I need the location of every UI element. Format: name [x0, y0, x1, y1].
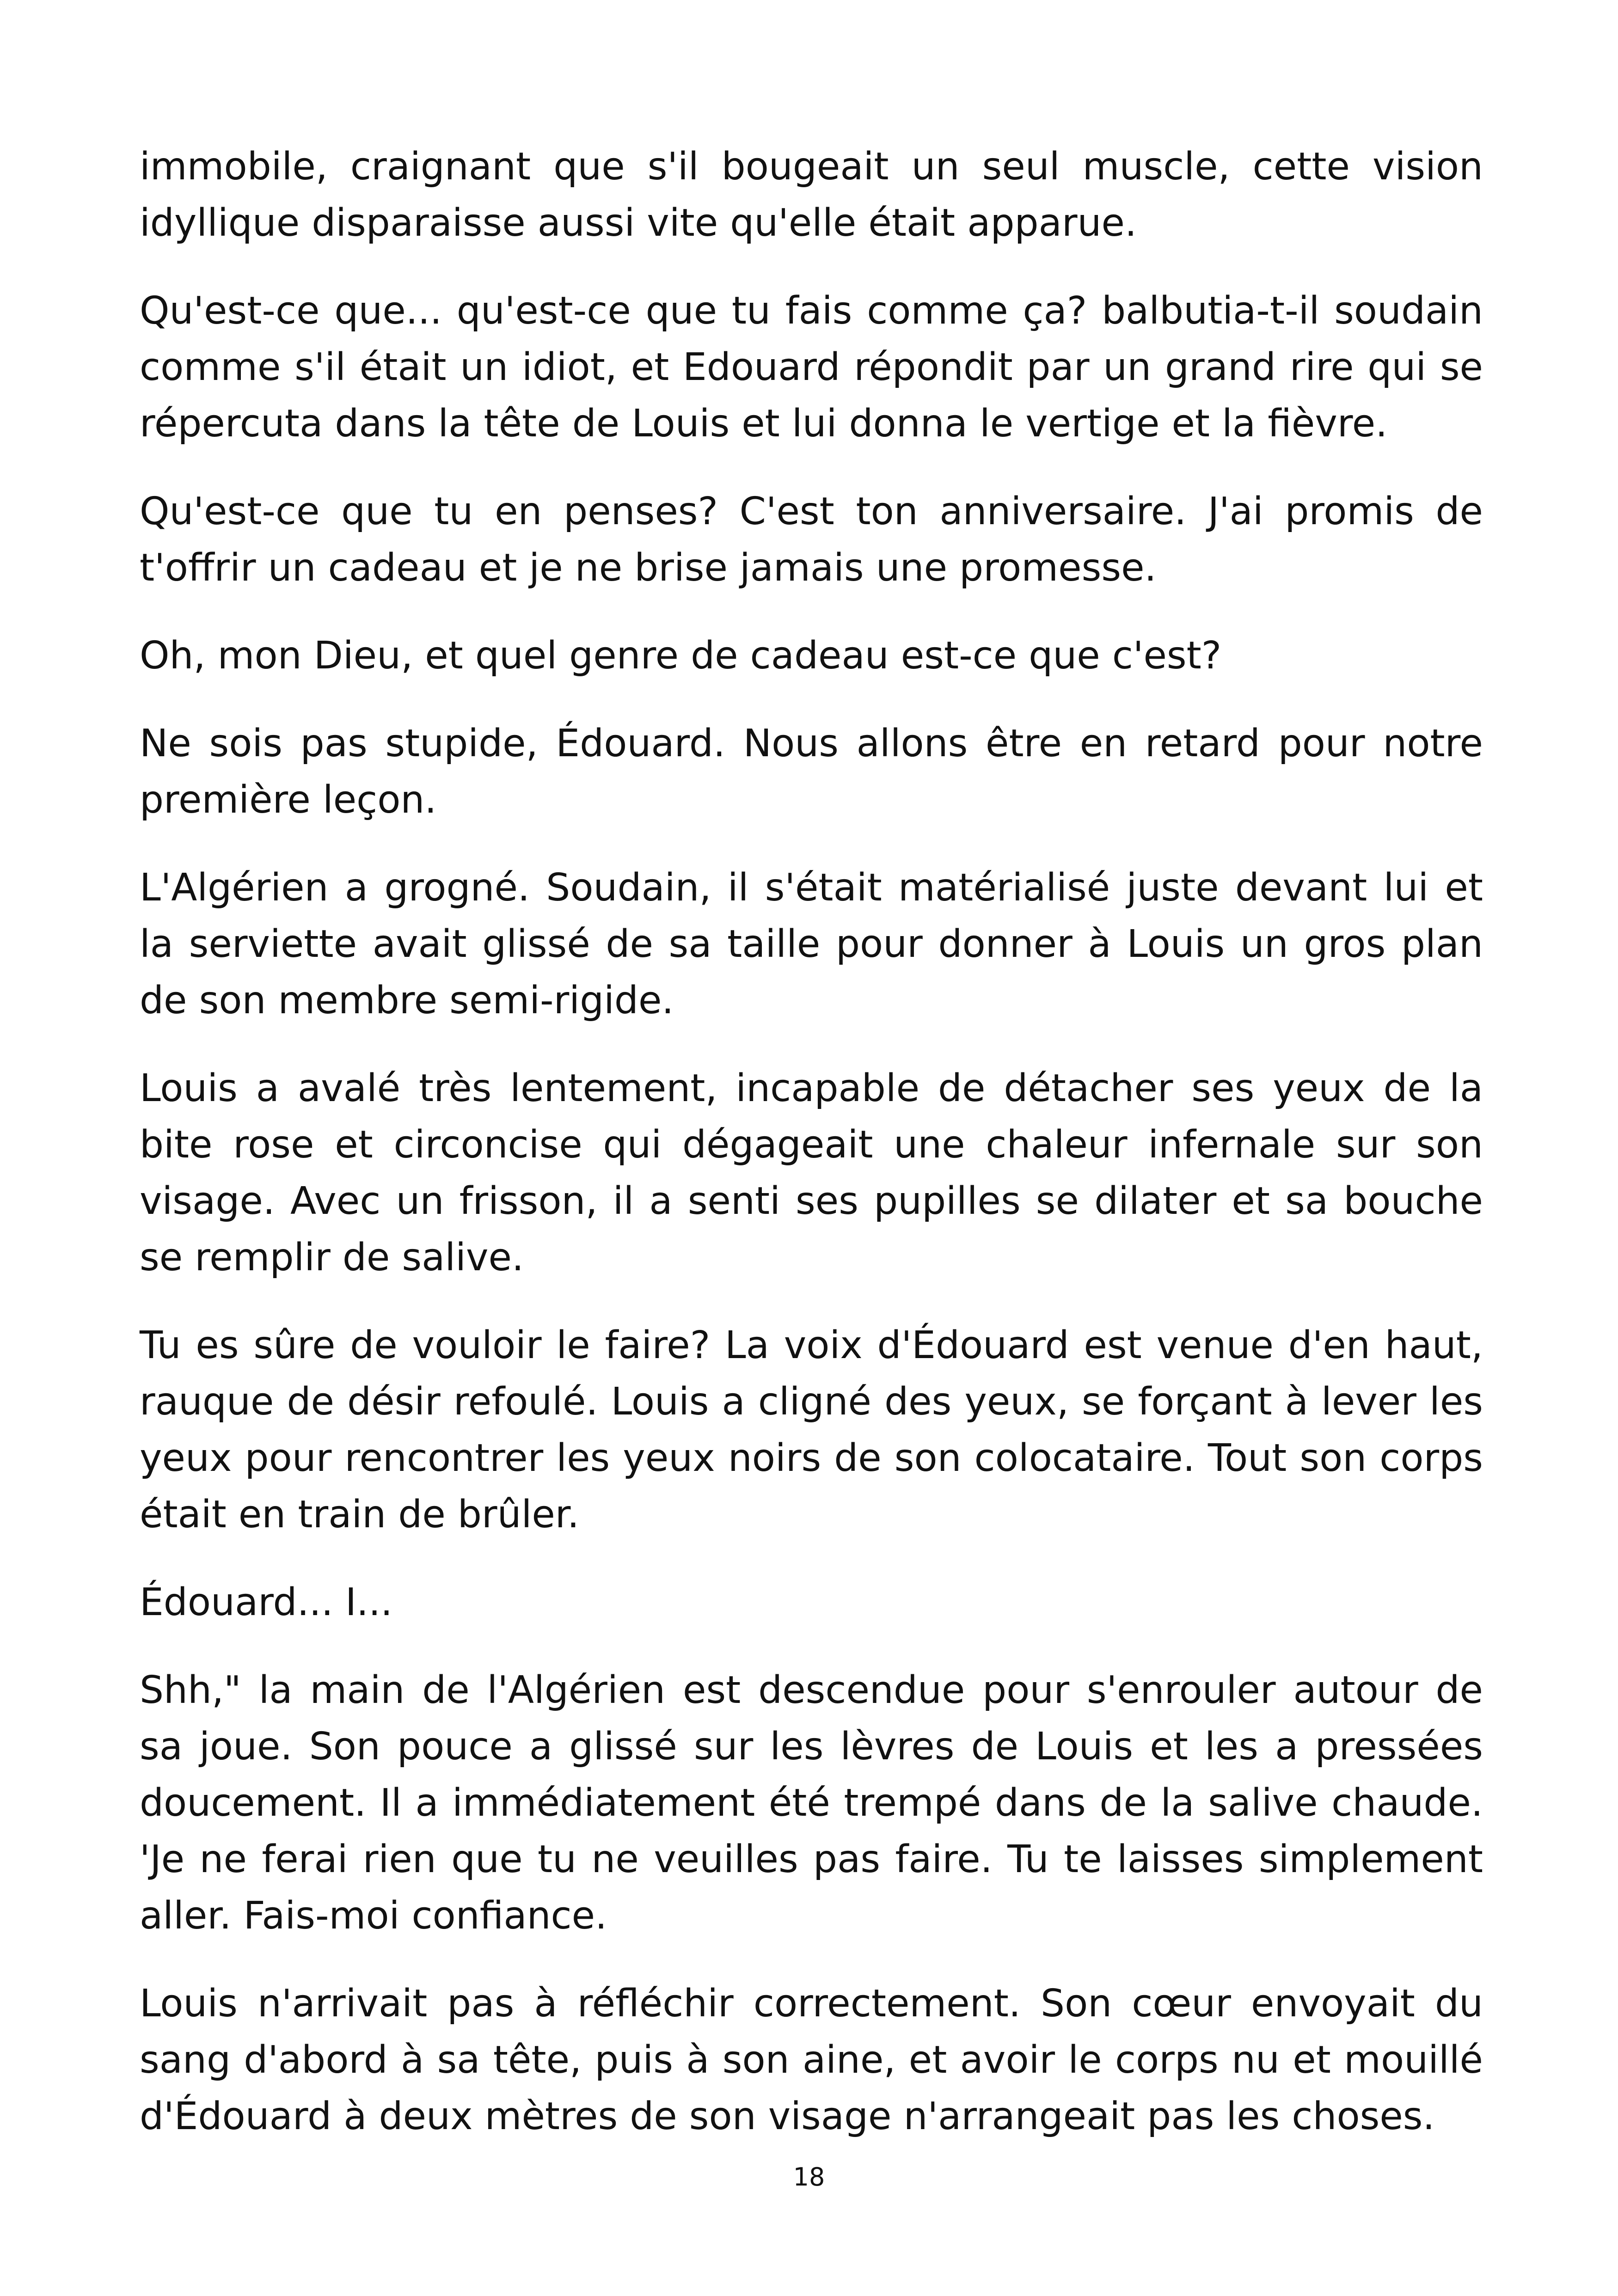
paragraph-7: Louis a avalé très lentement, incapable de détacher ses yeux de la bite rose et circoncise qui dégageait une chaleur infernale sur son visage. Avec un frisson, il a senti ses pupilles se dilater et sa bouche se remplir de salive.: [140, 1066, 1483, 1280]
paragraph-1: immobile, craignant que s'il bougeait un seul muscle, cette vision idyllique disparaisse aussi vite qu'elle était apparue.: [140, 145, 1483, 245]
paragraph-6: L'Algérien a grogné. Soudain, il s'était matérialisé juste devant lui et la serviette avait glissé de sa taille pour donner à Louis un gros plan de son membre semi-rigide.: [140, 866, 1483, 1022]
paragraph-4: Oh, mon Dieu, et quel genre de cadeau est-ce que c'est?: [140, 634, 1222, 678]
paragraph-8: Tu es sûre de vouloir le faire? La voix d'Édouard est venue d'en haut, rauque de désir refoulé. Louis a cligné des yeux, se forçant à lever les yeux pour rencontrer les yeux noirs de son colocataire. Tout son corps était en train de brûler.: [140, 1323, 1483, 1537]
body-text: [140, 139, 1483, 2176]
paragraph-9: Édouard... I...: [140, 1580, 393, 1624]
page-number: 18: [793, 2162, 825, 2192]
paragraph-3: Qu'est-ce que tu en penses? C'est ton anniversaire. J'ai promis de t'offrir un cadeau et je ne brise jamais une promesse.: [140, 490, 1483, 590]
paragraph-11: Louis n'arrivait pas à réfléchir correctement. Son cœur envoyait du sang d'abord à sa tête, puis à son aine, et avoir le corps nu et mouillé d'Édouard à deux mètres de son visage n'arrangeait pas les choses.: [140, 1982, 1483, 2138]
paragraph-2: Qu'est-ce que... qu'est-ce que tu fais comme ça? balbutia-t-il soudain comme s'il était un idiot, et Edouard répondit par un grand rire qui se répercuta dans la tête de Louis et lui donna le vertige et la fièvre.: [140, 289, 1483, 446]
paragraph-10: Shh," la main de l'Algérien est descendue pour s'enrouler autour de sa joue. Son pouce a glissé sur les lèvres de Louis et les a pressées doucement. Il a immédiatement été trempé dans de la salive chaude. 'Je ne ferai rien que tu ne veuilles pas faire. Tu te laisses simplement aller. Fais-moi confiance.: [140, 1668, 1483, 1938]
paragraph-5: Ne sois pas stupide, Édouard. Nous allons être en retard pour notre première leçon.: [140, 722, 1483, 822]
